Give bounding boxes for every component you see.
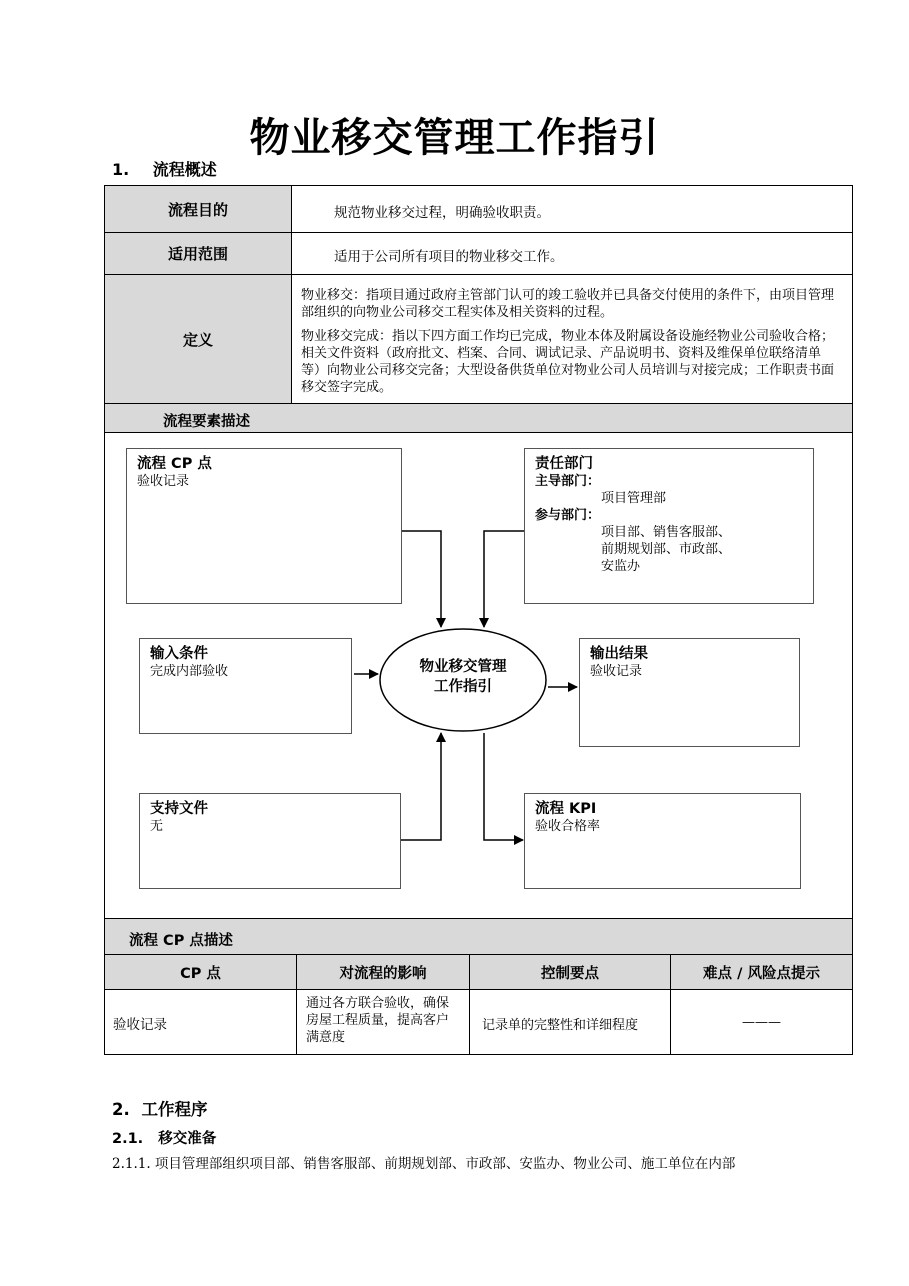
scope-label: 适用范围 xyxy=(167,245,228,263)
participating-dept-line: 安监办 xyxy=(601,559,641,574)
support-text: 无 xyxy=(150,819,164,834)
input-title: 输入条件 xyxy=(150,646,208,662)
table-row-impact-cell xyxy=(296,989,470,1055)
definition-label: 定义 xyxy=(182,330,213,349)
center-line-1: 物业移交管理 xyxy=(419,659,507,675)
cp-table-header-cell xyxy=(104,954,297,990)
input-text: 完成内部验收 xyxy=(150,664,229,679)
responsible-dept-box xyxy=(524,448,814,604)
cp-table-header-cell xyxy=(670,954,853,990)
cp-table-header-cell xyxy=(296,954,470,990)
lead-dept-label: 主导部门： xyxy=(535,474,601,489)
dept-title: 责任部门 xyxy=(535,456,593,472)
output-text: 验收记录 xyxy=(590,664,643,679)
definition-paragraph-1: 物业移交：指项目通过政府主管部门认可的竣工验收并已具备交付使用的条件下，由项目管理部组织的向物业公司移交工程实体及相关资料的过程。 xyxy=(301,288,835,320)
header-impact: 对流程的影响 xyxy=(339,965,427,982)
table-row-cp-cell xyxy=(104,989,297,1055)
purpose-text: 规范物业移交过程，明确验收职责。 xyxy=(334,205,550,221)
center-process-label xyxy=(383,657,543,697)
participating-dept-label: 参与部门： xyxy=(535,508,601,523)
center-line-2: 工作指引 xyxy=(434,679,492,695)
cp-table-caption-cell xyxy=(104,918,853,955)
support-title: 支持文件 xyxy=(150,801,208,817)
kpi-box xyxy=(524,793,801,889)
cp-table-header-cell xyxy=(469,954,671,990)
scope-text: 适用于公司所有项目的物业移交工作。 xyxy=(334,249,564,265)
cp-point-box xyxy=(126,448,402,604)
participating-dept-line: 前期规划部、市政部、 xyxy=(601,542,732,557)
definition-paragraph-2: 物业移交完成：指以下四方面工作均已完成，物业本体及附属设备设施经物业公司验收合格；相关文件资料（政府批文、档案、合同、调试记录、产品说明书、资料及维保单位联络清单等）向物业公司移交完备；大型设备供货单位对物业公司人员培训与对接完成；工作职责书面移交签字完成。 xyxy=(301,329,835,395)
section-2-1-title: 移交准备 xyxy=(158,1131,217,1147)
participating-dept-line: 项目部、销售客服部、 xyxy=(601,525,732,540)
header-risk: 难点 / 风险点提示 xyxy=(703,965,820,982)
section-1-title: 流程概述 xyxy=(152,160,217,179)
table-row-control-cell xyxy=(469,989,671,1055)
table-row-risk-cell xyxy=(670,989,853,1055)
kpi-text: 验收合格率 xyxy=(535,819,601,834)
support-docs-box xyxy=(139,793,401,889)
cp-point-text: 验收记录 xyxy=(137,474,190,489)
output-title: 输出结果 xyxy=(590,646,648,662)
section-2-number: 2. xyxy=(112,1100,130,1119)
document-title: 物业移交管理工作指引 xyxy=(249,115,660,161)
output-result-box xyxy=(579,638,800,747)
section-1-number: 1. xyxy=(112,160,130,179)
purpose-label: 流程目的 xyxy=(167,200,228,219)
section-2-1-heading xyxy=(112,1127,216,1148)
header-cp: CP 点 xyxy=(180,965,221,982)
input-condition-box xyxy=(139,638,352,734)
row-impact: 通过各方联合验收，确保房屋工程质量，提高客户满意度 xyxy=(306,996,450,1045)
connector-dept-to-center xyxy=(484,531,525,627)
kpi-title: 流程 KPI xyxy=(535,801,597,817)
connector-cp-to-center xyxy=(401,531,441,627)
row-risk: ——— xyxy=(742,1014,781,1030)
connector-center-to-kpi xyxy=(484,733,523,840)
section-2-1-number: 2.1. xyxy=(112,1131,144,1147)
cp-point-title: 流程 CP 点 xyxy=(137,456,212,472)
section-2-title: 工作程序 xyxy=(141,1100,208,1119)
row-control: 记录单的完整性和详细程度 xyxy=(482,1018,639,1033)
row-cp: 验收记录 xyxy=(113,1017,167,1033)
lead-dept: 项目管理部 xyxy=(601,491,667,506)
connector-support-to-center xyxy=(401,733,441,840)
paragraph-2-1-1: 2.1.1. 项目管理部组织项目部、销售客服部、前期规划部、市政部、安监办、物业公司、施工单位在内部 xyxy=(112,1156,736,1172)
header-control: 控制要点 xyxy=(541,965,599,982)
section-2-heading xyxy=(112,1096,208,1120)
elements-header: 流程要素描述 xyxy=(163,414,250,430)
cp-table-caption: 流程 CP 点描述 xyxy=(129,933,233,949)
